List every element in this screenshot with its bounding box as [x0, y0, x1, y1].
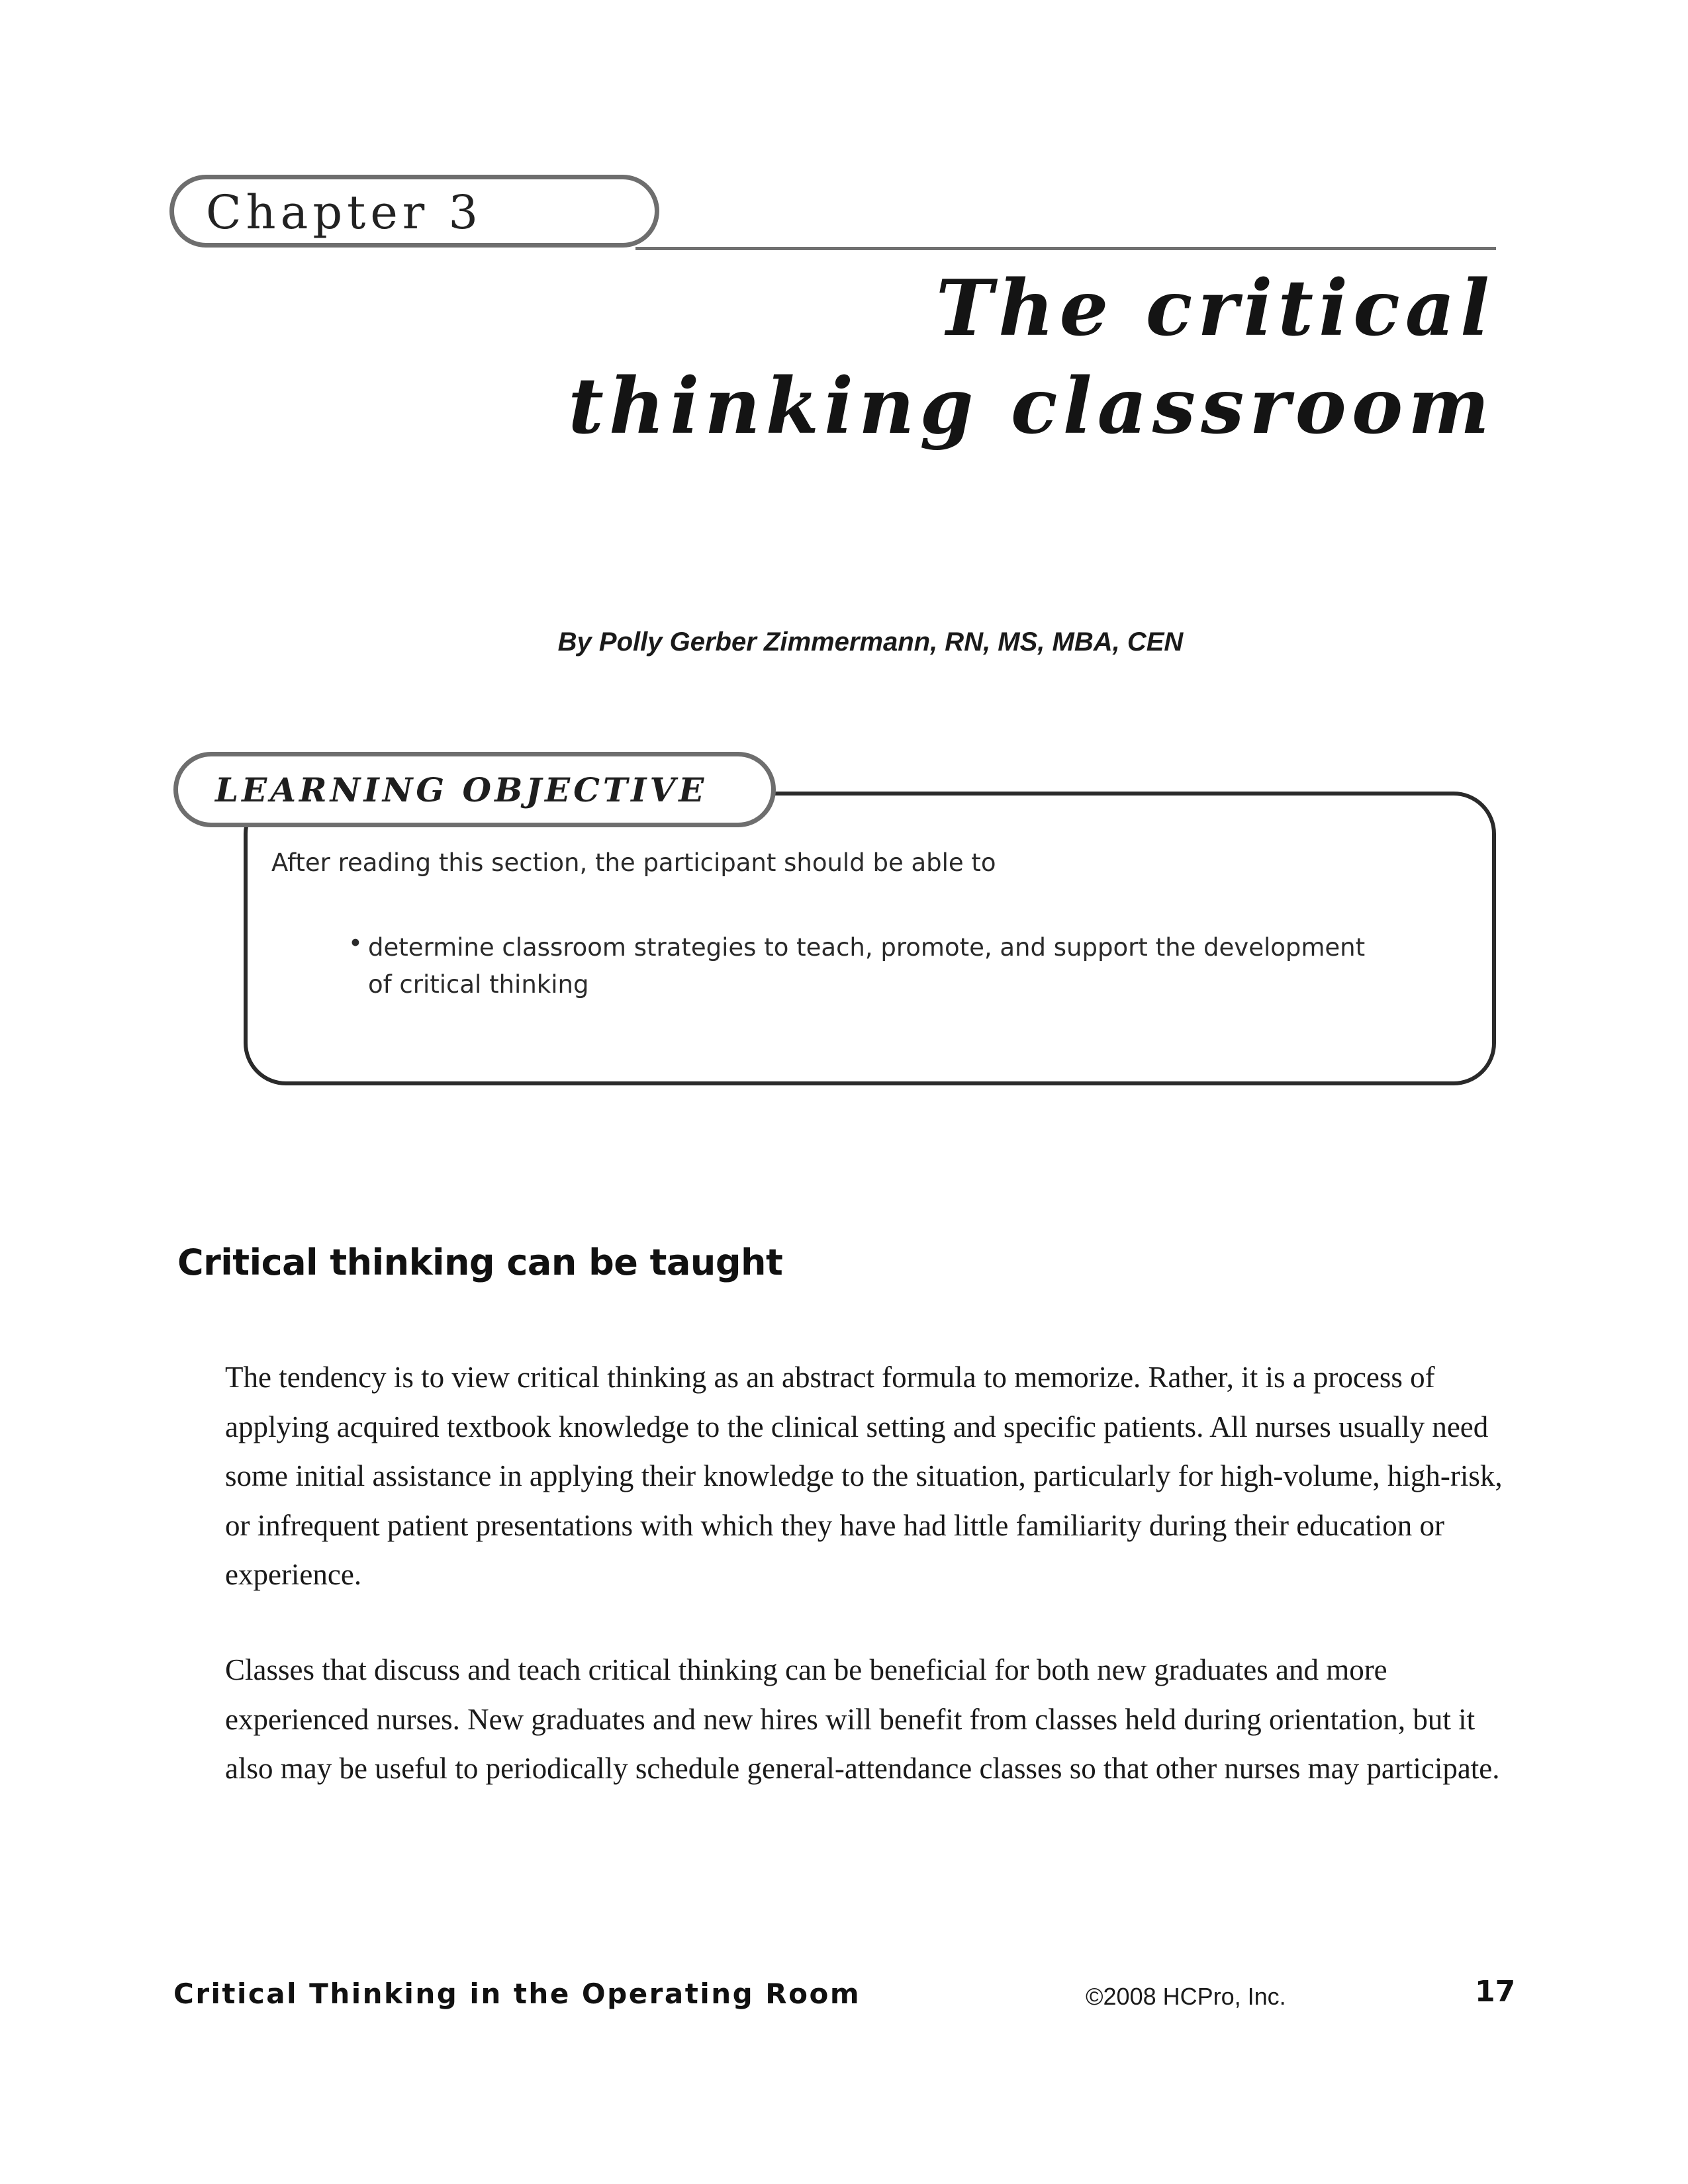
chapter-label: Chapter 3 [206, 185, 483, 240]
learning-objective-box [244, 792, 1496, 1085]
section-heading: Critical thinking can be taught [177, 1242, 783, 1283]
body-paragraph-1: The tendency is to view critical thinking as an abstract formula to memorize. Rather, it is a process of applying acquired textbook knowledge to the clinical setting and specific patients. All nurses usually need some initial assistance in applying their knowledge to the situation, particularly for high-volume, high-risk, or infrequent patient presentations with which they have had little familiarity during their education or experience. [225, 1361, 1503, 1591]
page-number: 17 [1475, 1975, 1516, 2009]
learning-objective-intro: After reading this section, the participant should be able to [271, 848, 996, 877]
body-paragraph-2: Classes that discuss and teach critical thinking can be beneficial for both new graduates and more experienced nurses. New graduates and new hires will benefit from classes held during orientation, but it also may be useful to periodically schedule general-attendance classes so that other nurses may participate. [225, 1653, 1500, 1785]
chapter-title-line-1: The critical [935, 263, 1495, 353]
footer-copyright: ©2008 HCPro, Inc. [1086, 1983, 1286, 2010]
footer-book-title: Critical Thinking in the Operating Room [173, 1978, 861, 2010]
chapter-title [568, 259, 1495, 455]
chapter-rule-divider [635, 247, 1496, 250]
learning-objective-heading: LEARNING OBJECTIVE [215, 770, 708, 809]
chapter-label-pill [169, 175, 659, 248]
chapter-title-line-2: thinking classroom [568, 361, 1495, 451]
bullet-icon: • [348, 929, 363, 958]
learning-objective-bullet: determine classroom strategies to teach, promote, and support the development of critical thinking [368, 933, 1366, 999]
author-byline: By Polly Gerber Zimmermann, RN, MS, MBA, CEN [557, 627, 1184, 657]
learning-objective-pill [173, 752, 776, 827]
